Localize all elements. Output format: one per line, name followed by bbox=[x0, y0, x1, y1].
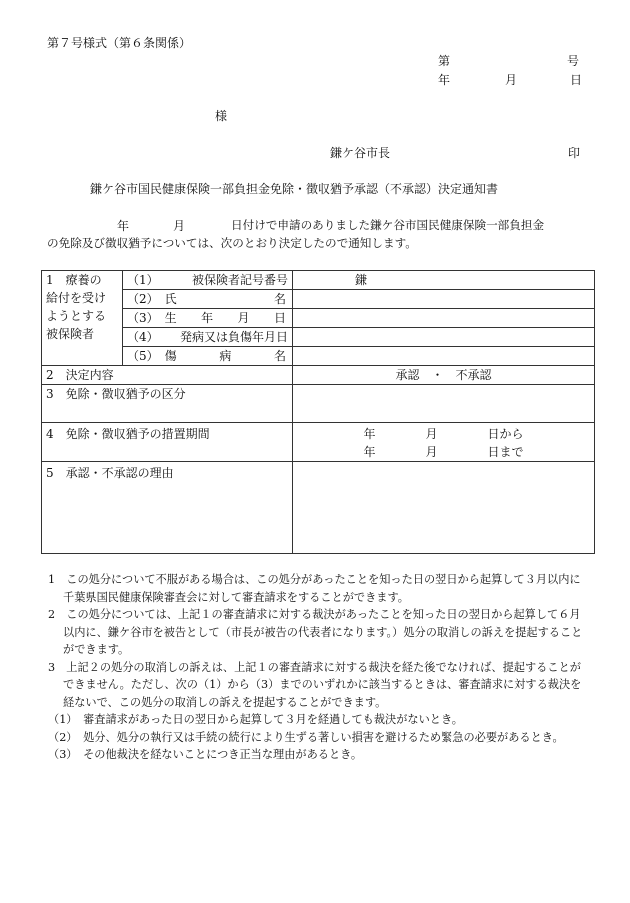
category-label: 3 免除・徴収猶予の区分 bbox=[42, 385, 293, 423]
issuer: 鎌ケ谷市長 bbox=[330, 146, 391, 160]
number-prefix: 第 bbox=[438, 54, 451, 68]
value-birthdate bbox=[293, 309, 595, 328]
date-day: 日 bbox=[570, 73, 583, 87]
note-3-item-3: （3） その他裁決を経ないことにつき正当な理由があるとき。 bbox=[48, 748, 363, 761]
reason-label: 5 承認・不承認の理由 bbox=[42, 462, 293, 554]
field-onset-date: （4） 発病又は負傷年月日 bbox=[123, 328, 293, 347]
field-name: （2） 氏 名 bbox=[123, 290, 293, 309]
note-3-item-2: （2） 処分、処分の執行又は手続の続行により生ずる著しい損害を避けるため緊急の必要があるとき。 bbox=[48, 730, 564, 744]
document-title: 鎌ケ谷市国民健康保険一部負担金免除・徴収猶予承認（不承認）決定通知書 bbox=[90, 182, 499, 196]
insured-label: 1 療養の 給付を受け ようとする 被保険者 bbox=[42, 271, 123, 366]
value-disease-name bbox=[293, 347, 595, 366]
body-year: 年 bbox=[117, 219, 130, 233]
value-name bbox=[293, 290, 595, 309]
period-value: 年 月 日から 年 月 日まで bbox=[293, 423, 595, 462]
value-onset-date bbox=[293, 328, 595, 347]
note-2: 2 この処分については、上記１の審査請求に対する裁決があったことを知った日の翌日から起算して６月以内に、鎌ケ谷市を被告として（市長が被告の代表者になります。）処分の取消しの訴えを提起することができます。 bbox=[48, 608, 583, 656]
reason-value bbox=[293, 462, 595, 554]
field-birthdate: （3） 生 年 月 日 bbox=[123, 309, 293, 328]
value-insured-number: 鎌 bbox=[293, 271, 595, 290]
field-insured-number: （1） 被保険者記号番号 bbox=[123, 271, 293, 290]
decision-table bbox=[41, 270, 595, 554]
body-month: 月 bbox=[173, 219, 186, 233]
date-month: 月 bbox=[505, 73, 518, 87]
note-3-item-1: （1） 審査請求があった日の翌日から起算して３月を経過しても裁決がないとき。 bbox=[48, 713, 463, 726]
addressee-suffix: 様 bbox=[215, 109, 228, 123]
body-text-line1: 日付けで申請のありました鎌ケ谷市国民健康保険一部負担金 bbox=[231, 218, 545, 232]
body-text-line2: の免除及び徴収猶予については、次のとおり決定したので通知します。 bbox=[47, 236, 417, 250]
field-disease-name: （5） 傷 病 名 bbox=[123, 347, 293, 366]
decision-value: 承認 ・ 不承認 bbox=[293, 366, 595, 385]
seal-mark: 印 bbox=[568, 146, 581, 160]
note-3: 3 上記２の処分の取消しの訴えは、上記１の審査請求に対する裁決を経た後でなければ、提起することができません。ただし、次の（1）から（3）までのいずれかに該当するときは、審査請求に対する裁決を経ないで、この処分の取消しの訴えを提起することができます。 bbox=[48, 660, 582, 709]
decision-label: 2 決定内容 bbox=[42, 366, 293, 385]
number-suffix: 号 bbox=[567, 54, 580, 68]
notes-section bbox=[48, 571, 588, 764]
form-number: 第７号様式（第６条関係） bbox=[47, 36, 192, 50]
date-year: 年 bbox=[438, 73, 451, 87]
category-value bbox=[293, 385, 595, 423]
period-label: 4 免除・徴収猶予の措置期間 bbox=[42, 423, 293, 462]
note-1: 1 この処分について不服がある場合は、この処分があったことを知った日の翌日から起算して３月以内に千葉県国民健康保険審査会に対して審査請求をすることができます。 bbox=[48, 573, 581, 604]
